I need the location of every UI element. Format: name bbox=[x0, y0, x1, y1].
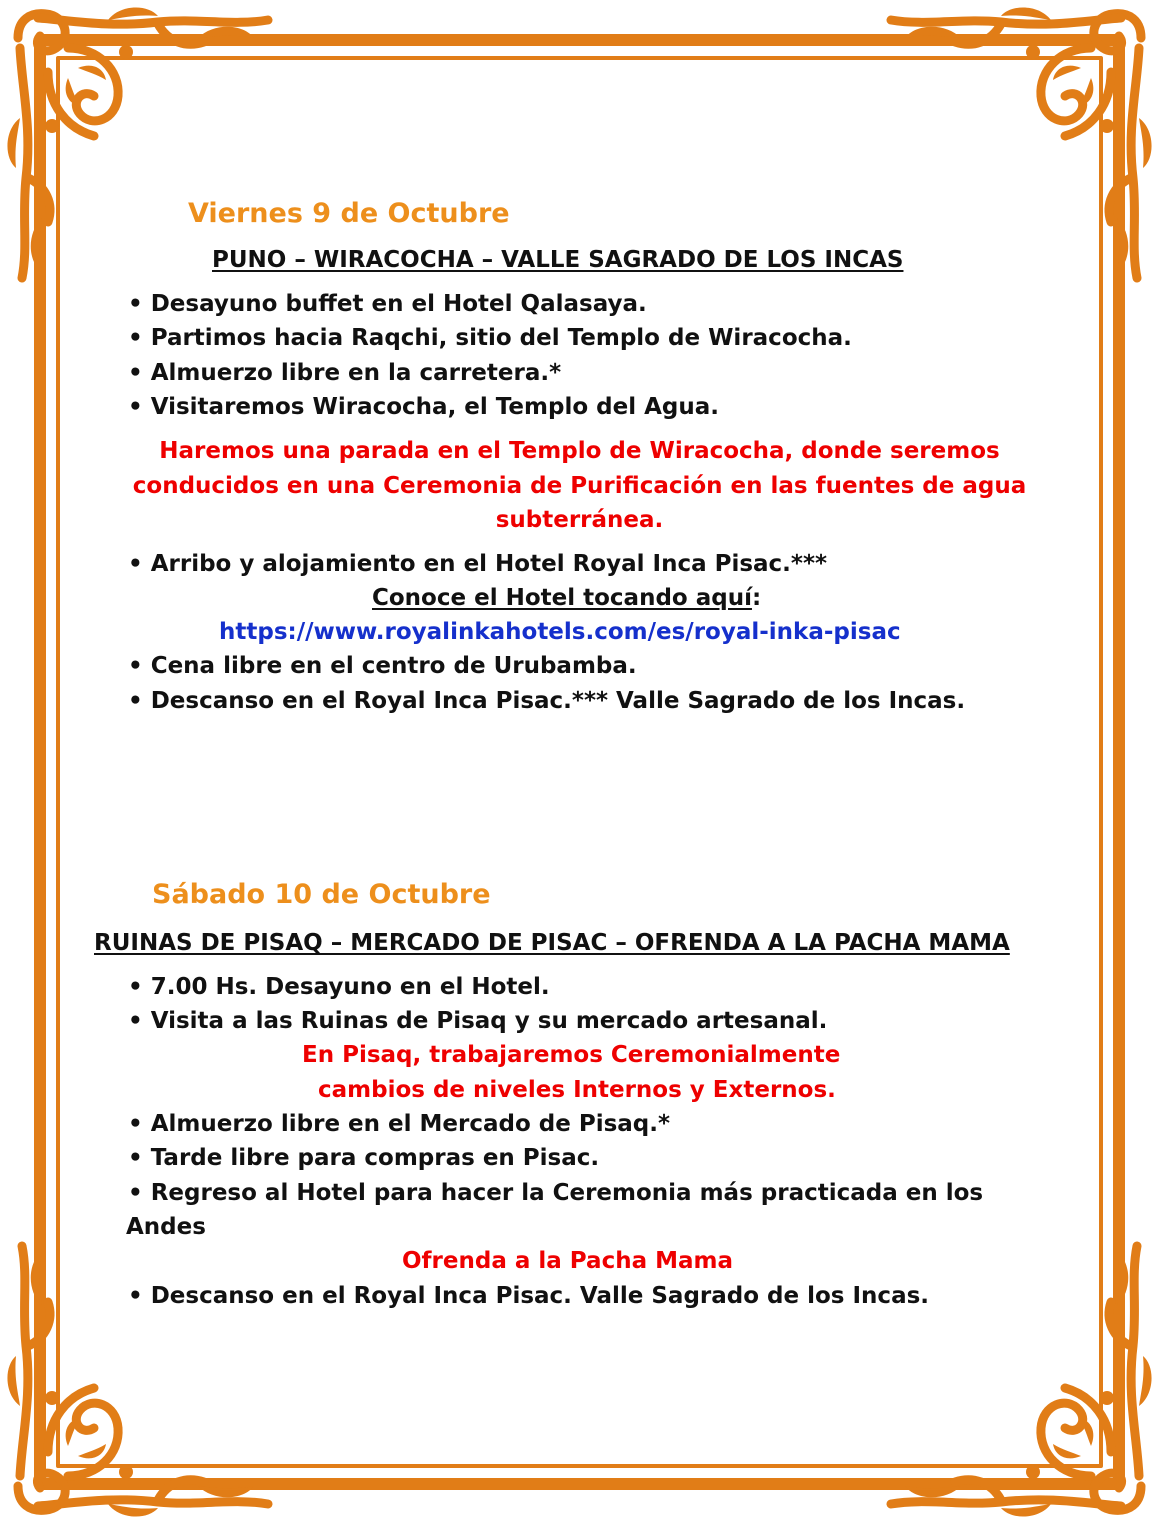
day1-heading: Viernes 9 de Octubre bbox=[188, 198, 510, 229]
day1-arrival-item: • Arribo y alojamiento en el Hotel Royal Inca Pisac.*** bbox=[128, 551, 828, 577]
day2-item-5-continuation: Andes bbox=[126, 1214, 206, 1240]
offering-highlight: Ofrenda a la Pacha Mama bbox=[402, 1248, 733, 1274]
day1-highlight-line-3: subterránea. bbox=[495, 507, 664, 533]
day2-item-1: • 7.00 Hs. Desayuno en el Hotel. bbox=[128, 974, 550, 1000]
hotel-link-label[interactable]: Conoce el Hotel tocando aquí bbox=[372, 585, 752, 611]
corner-ornament-top-right-icon bbox=[891, 7, 1152, 278]
day2-highlight-line-2: cambios de niveles Internos y Externos. bbox=[318, 1077, 836, 1103]
day1-item-1: • Desayuno buffet en el Hotel Qalasaya. bbox=[128, 291, 647, 317]
day1-item-6: • Descanso en el Royal Inca Pisac.*** Valle Sagrado de los Incas. bbox=[128, 688, 966, 714]
corner-ornament-bottom-right-icon bbox=[891, 1246, 1152, 1517]
corner-ornament-top-left-icon bbox=[7, 7, 268, 278]
hotel-url-link[interactable]: https://www.royalinkahotels.com/es/royal-inka-pisac bbox=[219, 619, 901, 645]
day2-heading: Sábado 10 de Octubre bbox=[152, 879, 491, 910]
day2-highlight-line-1: En Pisaq, trabajaremos Ceremonialmente bbox=[302, 1042, 841, 1068]
day1-item-4: • Visitaremos Wiracocha, el Templo del Agua. bbox=[128, 394, 720, 420]
day2-item-5: • Regreso al Hotel para hacer la Ceremonia más practicada en los bbox=[128, 1180, 984, 1206]
day2-item-4: • Tarde libre para compras en Pisac. bbox=[128, 1145, 600, 1171]
day2-item-3: • Almuerzo libre en el Mercado de Pisaq.* bbox=[128, 1111, 671, 1137]
hotel-link-prompt[interactable] bbox=[372, 581, 761, 615]
day1-route-title: PUNO – WIRACOCHA – VALLE SAGRADO DE LOS INCAS bbox=[212, 247, 904, 273]
day2-item-2: • Visita a las Ruinas de Pisaq y su mercado artesanal. bbox=[128, 1008, 828, 1034]
day2-route-title: RUINAS DE PISAQ – MERCADO DE PISAC – OFRENDA A LA PACHA MAMA bbox=[94, 930, 1010, 956]
day1-item-3: • Almuerzo libre en la carretera.* bbox=[128, 360, 562, 386]
day2-item-6: • Descanso en el Royal Inca Pisac. Valle Sagrado de los Incas. bbox=[128, 1283, 930, 1309]
day1-highlight-line-1: Haremos una parada en el Templo de Wiracocha, donde seremos bbox=[159, 438, 1000, 464]
day1-highlight-line-2: conducidos en una Ceremonia de Purificación en las fuentes de agua bbox=[132, 473, 1027, 499]
day1-item-2: • Partimos hacia Raqchi, sitio del Templo de Wiracocha. bbox=[128, 325, 852, 351]
hotel-link-colon: : bbox=[751, 585, 762, 611]
day1-item-5: • Cena libre en el centro de Urubamba. bbox=[128, 653, 637, 679]
